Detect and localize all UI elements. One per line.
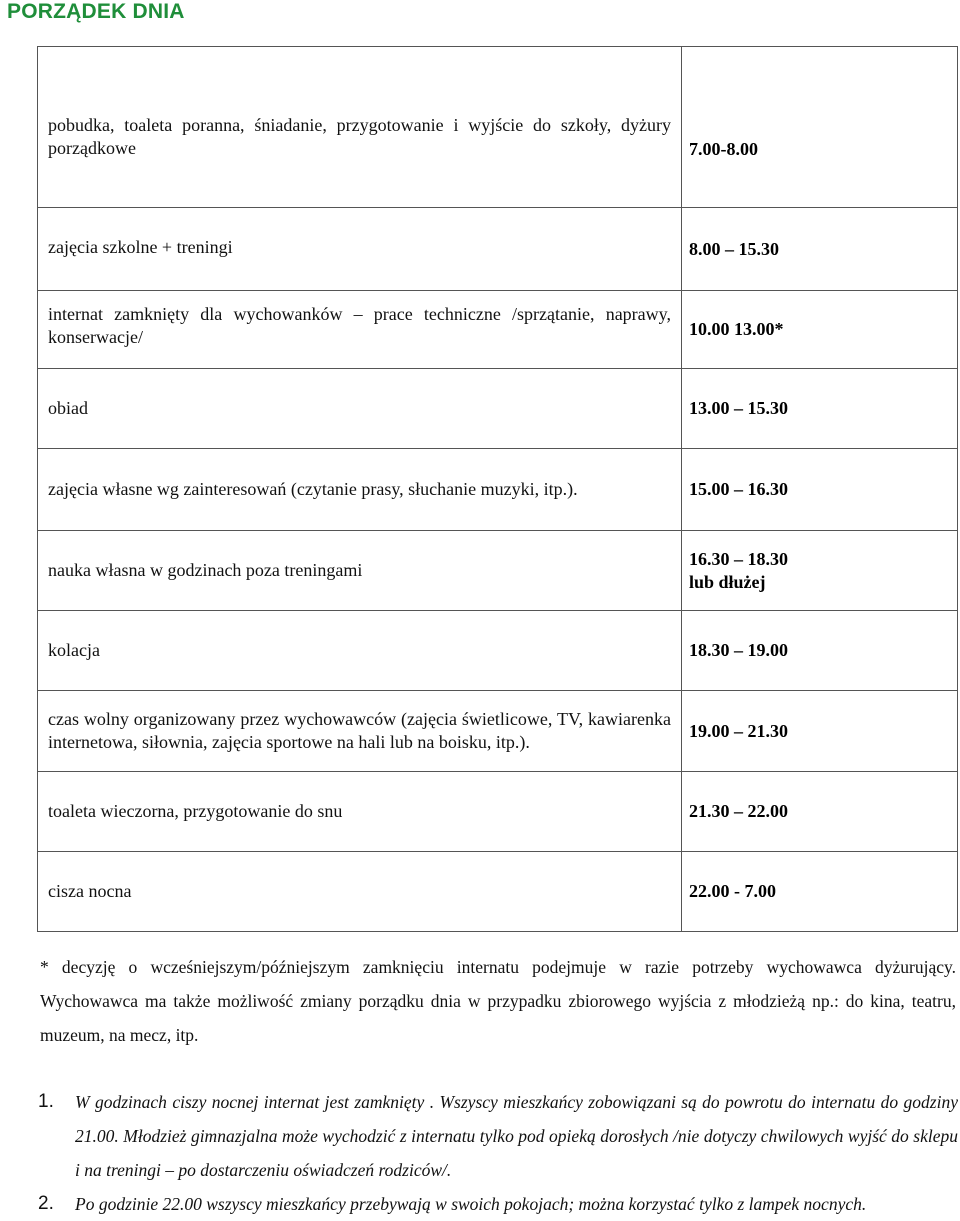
list-number: 2. <box>38 1193 54 1214</box>
list-text: Po godzinie 22.00 wszyscy mieszkańcy przebywają w swoich pokojach; można korzystać tylko z lampek nocnych. <box>75 1194 867 1214</box>
time-cell: 21.30 – 22.00 <box>682 772 958 852</box>
time-cell: 13.00 – 15.30 <box>682 369 958 449</box>
time-cell: 18.30 – 19.00 <box>682 611 958 691</box>
list-item <box>38 1085 958 1187</box>
activity-cell: nauka własna w godzinach poza treningami <box>38 531 682 611</box>
table-row <box>38 691 958 772</box>
activity-cell: zajęcia własne wg zainteresowań (czytanie prasy, słuchanie muzyki, itp.). <box>38 449 682 531</box>
table-row <box>38 47 958 208</box>
activity-cell: zajęcia szkolne + treningi <box>38 208 682 291</box>
table-row <box>38 531 958 611</box>
table-row <box>38 291 958 369</box>
time-cell: 15.00 – 16.30 <box>682 449 958 531</box>
list-text: W godzinach ciszy nocnej internat jest zamknięty . Wszyscy mieszkańcy zobowiązani są do powrotu do internatu do godziny 21.00. Młodzież gimnazjalna może wychodzić z internatu tylko pod opieką dorosłych /nie dotyczy chwilowych wyjść do sklepu i na treningi – po dostarczeniu oświadczeń rodziców/. <box>75 1092 958 1180</box>
activity-cell: czas wolny organizowany przez wychowawców (zajęcia świetlicowe, TV, kawiarenka internetowa, siłownia, zajęcia sportowe na hali lub na boisku, itp.). <box>38 691 682 772</box>
list-item <box>38 1187 958 1221</box>
time-cell: 8.00 – 15.30 <box>682 208 958 291</box>
list-number: 1. <box>38 1091 54 1112</box>
time-value: 16.30 – 18.30 <box>689 548 788 569</box>
rules-list <box>38 1085 958 1221</box>
activity-cell: internat zamknięty dla wychowanków – prace techniczne /sprzątanie, naprawy, konserwacje/ <box>38 291 682 369</box>
time-cell: 22.00 - 7.00 <box>682 852 958 932</box>
time-cell: 7.00-8.00 <box>682 47 958 208</box>
table-row <box>38 852 958 932</box>
table-row <box>38 611 958 691</box>
page-title: PORZĄDEK DNIA <box>7 0 185 23</box>
table-row <box>38 208 958 291</box>
activity-cell: obiad <box>38 369 682 449</box>
footnote: * decyzję o wcześniejszym/późniejszym zamknięciu internatu podejmuje w razie potrzeby wychowawca dyżurujący. Wychowawca ma także możliwość zmiany porządku dnia w przypadku zbiorowego wyjścia z młodzieżą np.: do kina, teatru, muzeum, na mecz, itp. <box>40 957 956 1045</box>
activity-cell: toaleta wieczorna, przygotowanie do snu <box>38 772 682 852</box>
time-cell <box>682 531 958 611</box>
time-extra: lub dłużej <box>689 571 766 592</box>
time-cell: 19.00 – 21.30 <box>682 691 958 772</box>
schedule-table <box>37 46 958 932</box>
activity-cell: pobudka, toaleta poranna, śniadanie, przygotowanie i wyjście do szkoły, dyżury porządkowe <box>38 47 682 208</box>
table-row <box>38 772 958 852</box>
table-row <box>38 369 958 449</box>
time-cell: 10.00 13.00* <box>682 291 958 369</box>
table-row <box>38 449 958 531</box>
activity-cell: cisza nocna <box>38 852 682 932</box>
activity-cell: kolacja <box>38 611 682 691</box>
